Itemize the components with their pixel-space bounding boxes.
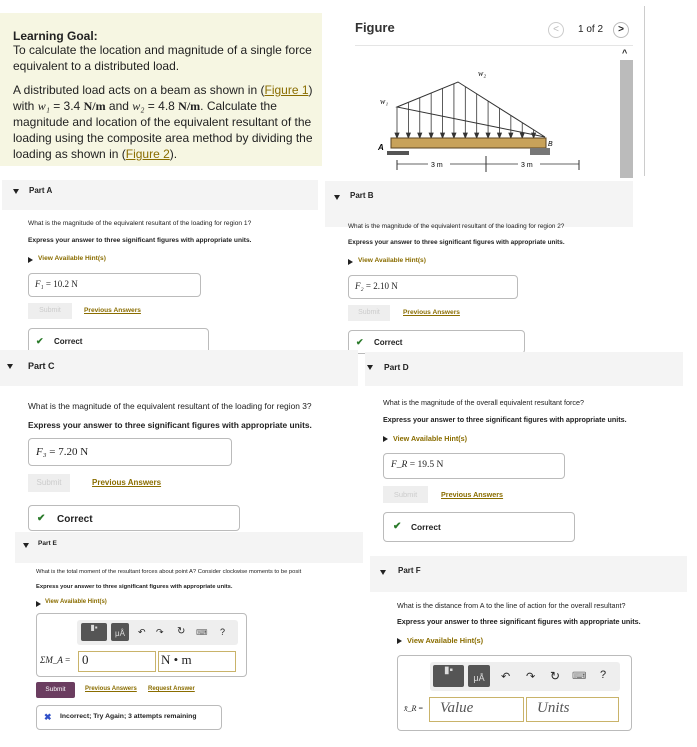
question: What is the magnitude of the overall equivalent resultant force? [383, 398, 584, 407]
next-figure-button[interactable]: > [613, 22, 629, 38]
goal-description [13, 82, 313, 162]
previous-answers-link[interactable]: Previous Answers [85, 686, 137, 692]
hints-link[interactable]: View Available Hint(s) [38, 255, 106, 262]
units-placeholder: Units [537, 700, 570, 716]
previous-answers-link[interactable]: Previous Answers [92, 478, 162, 487]
previous-answers-link[interactable]: Previous Answers [441, 490, 504, 499]
submit-button[interactable]: Submit [28, 303, 72, 319]
question: What is the magnitude of the equivalent resultant of the loading for region 3? [28, 401, 312, 411]
w1: w₁ [37, 99, 50, 113]
learning-goal-panel [0, 13, 322, 166]
hints-link[interactable]: View Available Hint(s) [407, 636, 484, 645]
answer [36, 446, 88, 458]
text: and [105, 99, 133, 113]
part-b-label: Part B [350, 191, 374, 200]
correct-label: Correct [411, 522, 441, 532]
unit: N/m [178, 99, 201, 113]
var: F_R [391, 460, 408, 470]
instructions: Express your answer to three significant figures with appropriate units. [36, 584, 233, 590]
submit-button[interactable]: Submit [28, 474, 70, 492]
instructions: Express your answer to three significant figures with appropriate units. [397, 617, 641, 626]
dim-2: 3 m [521, 162, 533, 169]
keyboard-icon[interactable]: ⌨ [572, 671, 587, 682]
previous-answers-link[interactable]: Previous Answers [403, 309, 460, 316]
value-input[interactable]: 0 [78, 651, 156, 672]
expand-icon[interactable] [397, 638, 402, 644]
arrow-head [475, 133, 479, 138]
submit-button[interactable]: Submit [383, 486, 428, 503]
answer [35, 279, 78, 289]
text: ). [169, 147, 178, 161]
var: F₃ [36, 446, 47, 458]
help-icon[interactable]: ? [220, 627, 226, 637]
text: A distributed load acts on a beam as shown in ( [13, 83, 265, 97]
part-f-label: Part F [398, 566, 421, 575]
correct-label: Correct [57, 514, 93, 525]
units-input[interactable]: N • m [158, 651, 236, 672]
instructions: Express your answer to three significant figures with appropriate units. [28, 237, 252, 244]
part-b-header[interactable] [325, 181, 633, 227]
eq: = [49, 446, 56, 458]
collapse-icon[interactable] [7, 364, 13, 369]
support-b [530, 148, 550, 155]
variable-label [404, 704, 423, 713]
previous-answers-link[interactable]: Previous Answers [84, 307, 141, 314]
support-a [387, 151, 409, 155]
correct-label: Correct [54, 337, 83, 346]
figure-1-link[interactable]: Figure 1 [264, 83, 309, 97]
arrow-head [452, 133, 456, 138]
hints-link[interactable]: View Available Hint(s) [358, 257, 426, 264]
arrow-head [509, 133, 513, 138]
value: 10.2 [53, 279, 69, 289]
arrow-head [441, 133, 445, 138]
submit-button[interactable]: Submit [348, 305, 390, 321]
var: x̄_R [404, 704, 417, 713]
reset-icon[interactable]: ↻ [550, 669, 561, 683]
unit: N [80, 446, 89, 458]
question: What is the total moment of the resultant forces about point A? Consider clockwise moments to be posit [36, 569, 302, 575]
arrow-head [395, 133, 399, 138]
arrow-head [418, 133, 422, 138]
collapse-icon[interactable] [23, 543, 29, 548]
hints-link[interactable]: View Available Hint(s) [393, 434, 468, 443]
undo-icon[interactable]: ↶ [501, 671, 511, 683]
variable-label [40, 655, 70, 665]
question: What is the magnitude of the equivalent resultant of the loading for region 2? [348, 223, 565, 230]
scroll-up-icon[interactable]: ^ [622, 48, 628, 58]
arrow-head [486, 133, 490, 138]
check-icon: ✔ [393, 521, 402, 532]
redo-icon[interactable]: ↷ [526, 671, 536, 683]
help-icon[interactable]: ? [600, 669, 607, 681]
templates-icon[interactable]: ▮▪ [81, 623, 107, 641]
var: ΣM_A [40, 655, 63, 665]
eq: = [45, 279, 51, 289]
part-e-header[interactable] [15, 532, 363, 563]
figure-2-link[interactable]: Figure 2 [125, 147, 170, 161]
reset-icon[interactable]: ↻ [177, 626, 186, 637]
text: = 4.8 [144, 99, 179, 113]
part-a-header[interactable] [2, 180, 318, 210]
goal-title: Learning Goal: [13, 29, 98, 43]
answer [355, 281, 398, 291]
arrow-head [520, 133, 524, 138]
dim-1: 3 m [431, 162, 443, 169]
var: F₁ [35, 279, 44, 289]
arrow-head [497, 133, 501, 138]
keyboard-icon[interactable]: ⌨ [196, 628, 208, 637]
text: . Calculate the magnitude and location of the equivalent resultant of the loading using the composite area method by dividing the loading as shown in ( [13, 99, 313, 161]
check-icon: ✔ [36, 336, 44, 346]
value: 2.10 [373, 281, 389, 291]
instructions: Express your answer to three significant figures with appropriate units. [28, 420, 312, 430]
question: What is the distance from A to the line of action for the overall resultant? [397, 601, 626, 610]
undo-icon[interactable]: ↶ [138, 627, 146, 637]
part-d-label: Part D [384, 362, 409, 372]
request-answer-link[interactable]: Request Answer [148, 686, 195, 692]
unit: N [391, 281, 398, 291]
units-button[interactable]: μÅ [111, 623, 129, 641]
beam-load-diagram [370, 60, 620, 180]
w2: w₂ [132, 99, 145, 113]
part-a-label: Part A [29, 186, 53, 195]
eq: = [365, 281, 371, 291]
collapse-icon[interactable] [334, 195, 340, 200]
arrow-head [463, 133, 467, 138]
value: 19.5 [417, 460, 435, 470]
unit: N/m [83, 99, 106, 113]
feedback-text: Incorrect; Try Again; 3 attempts remaining [60, 713, 197, 720]
expand-icon[interactable] [383, 436, 388, 442]
unit: N [71, 279, 78, 289]
part-d-header[interactable] [365, 352, 683, 386]
templates-icon[interactable]: ▮▪ [433, 665, 464, 687]
unit: N [436, 460, 444, 470]
check-icon: ✔ [356, 337, 364, 347]
divider [355, 45, 633, 46]
var: F₂ [355, 281, 364, 291]
label-w2: w₂ [478, 69, 487, 78]
check-icon: ✔ [37, 513, 46, 524]
value: 7.20 [58, 446, 78, 458]
arrow-head [532, 133, 536, 138]
question: What is the magnitude of the equivalent resultant of the loading for region 1? [28, 220, 252, 227]
expand-icon[interactable] [28, 257, 33, 263]
text: = 3.4 [49, 99, 84, 113]
units-button[interactable]: μÅ [468, 665, 490, 687]
hints-link[interactable]: View Available Hint(s) [45, 599, 107, 605]
value-input[interactable] [429, 697, 524, 722]
figure-title: Figure [355, 20, 395, 35]
label-w1: w₁ [380, 97, 389, 106]
collapse-icon[interactable] [13, 189, 19, 194]
redo-icon[interactable]: ↷ [156, 627, 164, 637]
submit-button[interactable]: Submit [36, 682, 75, 698]
label-b: B [548, 141, 553, 148]
expand-icon[interactable] [348, 259, 353, 265]
goal-intro: To calculate the location and magnitude of a single force equivalent to a distributed load. [13, 43, 312, 73]
collapse-icon[interactable] [380, 570, 386, 575]
eq: = [65, 655, 71, 665]
eq: = [418, 704, 423, 713]
expand-icon[interactable] [36, 601, 41, 607]
figure-page: 1 of 2 [578, 24, 604, 35]
collapse-icon[interactable] [367, 365, 373, 370]
part-c-label: Part C [28, 361, 55, 371]
instructions: Express your answer to three significant figures with appropriate units. [348, 239, 565, 246]
load-outline [397, 82, 545, 137]
units-input[interactable] [526, 697, 619, 722]
label-a: A [378, 143, 384, 152]
prev-figure-button[interactable]: < [548, 22, 564, 38]
part-e-label: Part E [38, 540, 57, 547]
correct-label: Correct [374, 338, 403, 347]
beam [391, 138, 546, 148]
incorrect-icon: ✖ [44, 712, 52, 722]
instructions: Express your answer to three significant figures with appropriate units. [383, 415, 627, 424]
value-placeholder: Value [440, 700, 474, 716]
arrow-head [429, 133, 433, 138]
text: ) with [13, 83, 313, 113]
answer [391, 460, 443, 470]
eq: = [409, 460, 416, 470]
arrow-head [406, 133, 410, 138]
divider [644, 6, 645, 176]
scrollbar[interactable] [620, 60, 633, 178]
